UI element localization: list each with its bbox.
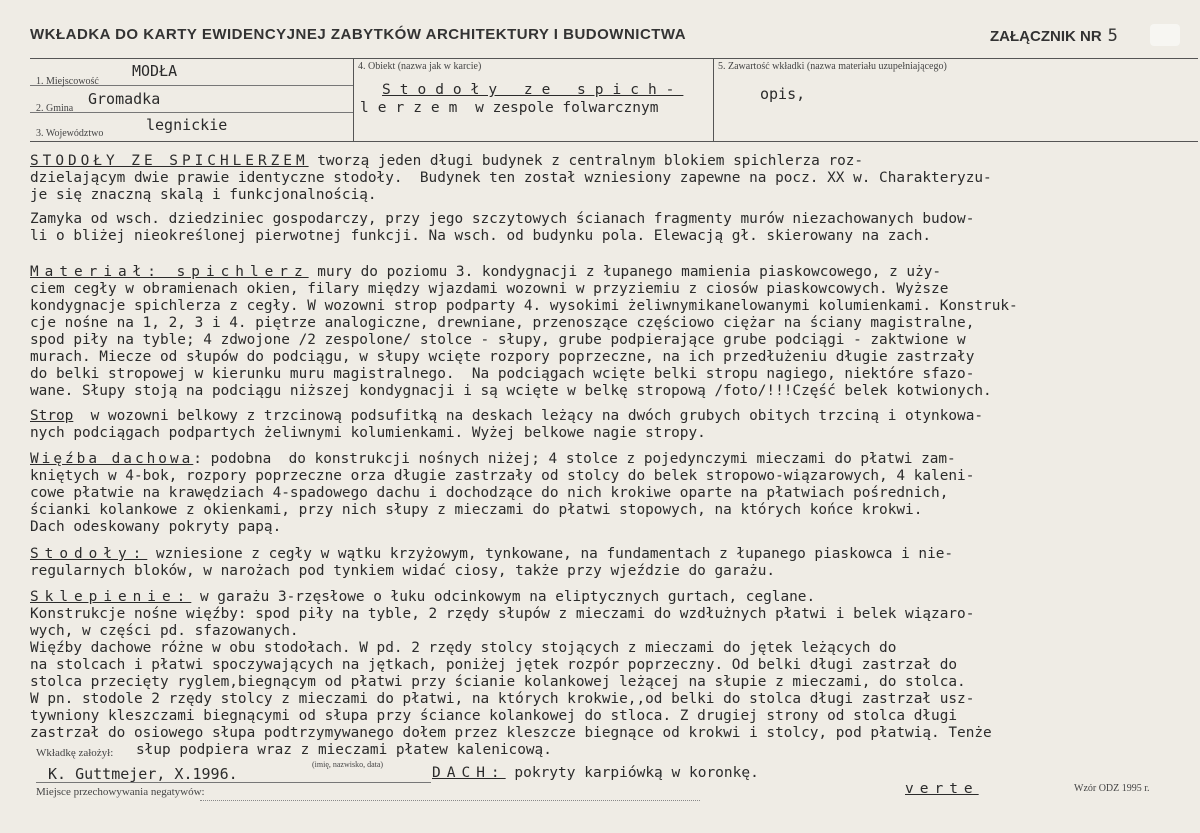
field-5-label: 5. Zawartość wkładki (nazwa materiału uzupełniającego) [718, 61, 947, 72]
body-line: stolca przecięty ryglem,biegnącym od płatwi przy ścianie kolankowej leżącej na słupie z mieczami, do stolca. [30, 674, 966, 690]
form-reference: Wzór ODZ 1995 r. [1074, 783, 1150, 794]
field-5-value: opis, [760, 85, 806, 103]
body-line: spod piły na tyble; 4 zdwojone /2 zespolone/ stolce - słupy, grube podpierające grube podciągi - zaktwione w [30, 332, 966, 348]
body-line [30, 264, 1180, 281]
field-4-value-line1: Stodoły ze spich- [382, 82, 684, 98]
body-line: dzielającym dwie prawie identyczne stodoły. Budynek ten został wzniesiony zapewne na pocz. XX w. Charakteryzu- [30, 170, 992, 186]
section-head-wiezba: Więźba dachowa [30, 451, 194, 467]
section-head-sklepienie: Sklepienie: [30, 589, 192, 605]
section-head-strop: Strop [30, 408, 74, 424]
body-line: Dach odeskowany pokryty papą. [30, 519, 282, 535]
body-line: wane. Słupy stoją na podciągu niższej kondygnacji i są wcięte w belkę stropową /foto/!!!Część belek kotwionych. [30, 383, 992, 399]
signature-rule [36, 782, 431, 783]
body-line: kondygnacje spichlerza z cegły. W wozowni strop podparty 4. wysokimi żeliwnymikanelowanymi kolumienkami. Konstruk- [30, 298, 1018, 314]
form-divider [713, 58, 714, 142]
attachment-label: ZAŁĄCZNIK NR [990, 28, 1102, 45]
body-text: : podobna do konstrukcji nośnych niżej; 4 stolce z pojedynczymi mieczami do płatwi zam- [193, 451, 956, 467]
body-line: Konstrukcje nośne więźby: spod piły na tyble, 2 rzędy słupów z mieczami do wzdłużnych płatwi i belek wiązaro- [30, 606, 975, 622]
body-text: w wozowni belkowy z trzcinową podsufitką na deskach leżący na dwóch grubych obitych trzciną i otynkowa- [73, 408, 984, 424]
body-line [30, 451, 1180, 468]
body-line: li o bliżej nieokreślonej pierwotnej funkcji. Na wsch. od budynku pola. Elewacją gł. skierowany na zach. [30, 228, 932, 244]
body-line: słup podpiera wraz z mieczami płatew kalenicową. [136, 742, 552, 758]
body-line [30, 546, 1180, 563]
field-1-label: 1. Miejscowość [36, 76, 99, 87]
body-line: cje nośne na 1, 2, 3 i 4. piętrze analogiczne, drewniane, przenoszące częściowo ciężar na ściany magistralne, [30, 315, 975, 331]
signature-hint: (imię, nazwisko, data) [312, 760, 384, 769]
body-line: tywniony kleszczami biegnącymi od słupa przy ściance kolankowej do stloca. Z drugiej strony od stolca długi [30, 708, 958, 724]
attachment-number [990, 26, 1118, 46]
body-line: Zamyka od wsch. dziedziniec gospodarczy, przy jego szczytowych ścianach fragmenty murów niezachowanych budow- [30, 211, 975, 227]
field-4-word: lerzem [360, 100, 467, 116]
section-head-material: Materiał: spichlerz [30, 264, 309, 280]
body-line [30, 408, 1180, 425]
field-3-label: 3. Województwo [36, 128, 104, 139]
body-line: kniętych w 4-bok, rozpory poprzeczne orza długie zastrzały od stolcy do belek stropowo-wiązarowych, 4 kaleni- [30, 468, 975, 484]
body-text: w garażu 3-rzęsłowe o łuku odcinkowym na eliptycznych gurtach, ceglane. [191, 589, 816, 605]
made-by-value: K. Guttmejer, X.1996. [48, 765, 238, 783]
storage-rule [200, 800, 700, 801]
dach-line [432, 765, 759, 781]
section-head-stodoly: Stodoły: [30, 546, 148, 562]
field-4-label: 4. Obiekt (nazwa jak w karcie) [358, 61, 482, 72]
body-line: ciem cegły w obramienach okien, filary między wjazdami wozowni w przyziemiu z ciosów piaskowcowych. Wyższe [30, 281, 949, 297]
body-line: nych podciągach podpartych żeliwnymi kolumienkami. Wyżej belkowe nagie stropy. [30, 425, 706, 441]
body-line: na stolcach i płatwi spoczywających na jętkach, poniżej jętek rozpór poprzeczny. Od belki długi zastrzał do [30, 657, 958, 673]
form-rule [30, 112, 353, 113]
field-4-value-line2 [360, 100, 658, 116]
body-line: wych, w części pd. sfazowanych. [30, 623, 299, 639]
body-text: wzniesione z cegły w wątku krzyżowym, tynkowane, na fundamentach z łupanego piaskowca i nie- [147, 546, 954, 562]
field-2-value: Gromadka [88, 90, 161, 108]
body-text: mury do poziomu 3. kondygnacji z łupanego mamienia piaskowcowego, z uży- [308, 264, 942, 280]
body-text: pokryty karpiówką w koronkę. [505, 765, 759, 781]
body-line: W pn. stodole 2 rzędy stolcy z mieczami do płatwi, na których krokwie,,od belki do stolca długi zastrzał usz- [30, 691, 975, 707]
field-4-rest: w zespole folwarcznym [475, 100, 659, 116]
section-head-dach: DACH: [432, 765, 506, 781]
corner-mark [1150, 24, 1180, 46]
body-line: je się znaczną skalą i funkcjonalnością. [30, 187, 377, 203]
field-1-value: MODŁA [132, 62, 178, 80]
body-line: do belki stropowej w kierunku muru magistralnego. Na podciągach wcięte belki stropu nagiego, niektóre sfazo- [30, 366, 975, 382]
body-line: cowe płatwie na krawędziach 4-spadowego dachu i dochodzące do nich krokiwe oparte na płatwiach pośrednich, [30, 485, 949, 501]
storage-label: Miejsce przechowywania negatywów: [36, 786, 205, 798]
body-line [30, 589, 1180, 606]
attachment-value: 5 [1107, 26, 1118, 46]
body-line: murach. Miecze od słupów do podciągu, w słupy wcięte rozpory poprzeczne, na ich przedłużeniu długie zastrzały [30, 349, 975, 365]
body-line [30, 153, 1180, 170]
section-head-stodoly-spichlerz: STODOŁY ZE SPICHLERZEM [30, 153, 309, 169]
field-2-label: 2. Gmina [36, 103, 74, 114]
form-divider [353, 58, 354, 142]
body-line: zastrzał do osiowego słupa podtrzymywanego dołem przez kleszcze biegnące od krokwi i stolcy, pod płatwią. Tenże [30, 725, 992, 741]
body-line: Więźby dachowe różne w obu stodołach. W pd. 2 rzędy stolcy stojących z mieczami do jętek leżących do [30, 640, 897, 656]
form-title: WKŁADKA DO KARTY EWIDENCYJNEJ ZABYTKÓW ARCHITEKTURY I BUDOWNICTWA [30, 26, 687, 43]
verte-note: verte [905, 781, 979, 797]
field-3-value: legnickie [146, 116, 228, 134]
body-line: ścianki kolankowe z okienkami, przy nich słupy z mieczami do płatwi stopowych, na których końce krokwi. [30, 502, 923, 518]
body-line: regularnych bloków, w narożach pod tynkiem widać ciosy, także przy wjeździe do garażu. [30, 563, 776, 579]
made-by-label: Wkładkę założył: [36, 747, 114, 759]
body-text: tworzą jeden długi budynek z centralnym blokiem spichlerza roz- [308, 153, 864, 169]
